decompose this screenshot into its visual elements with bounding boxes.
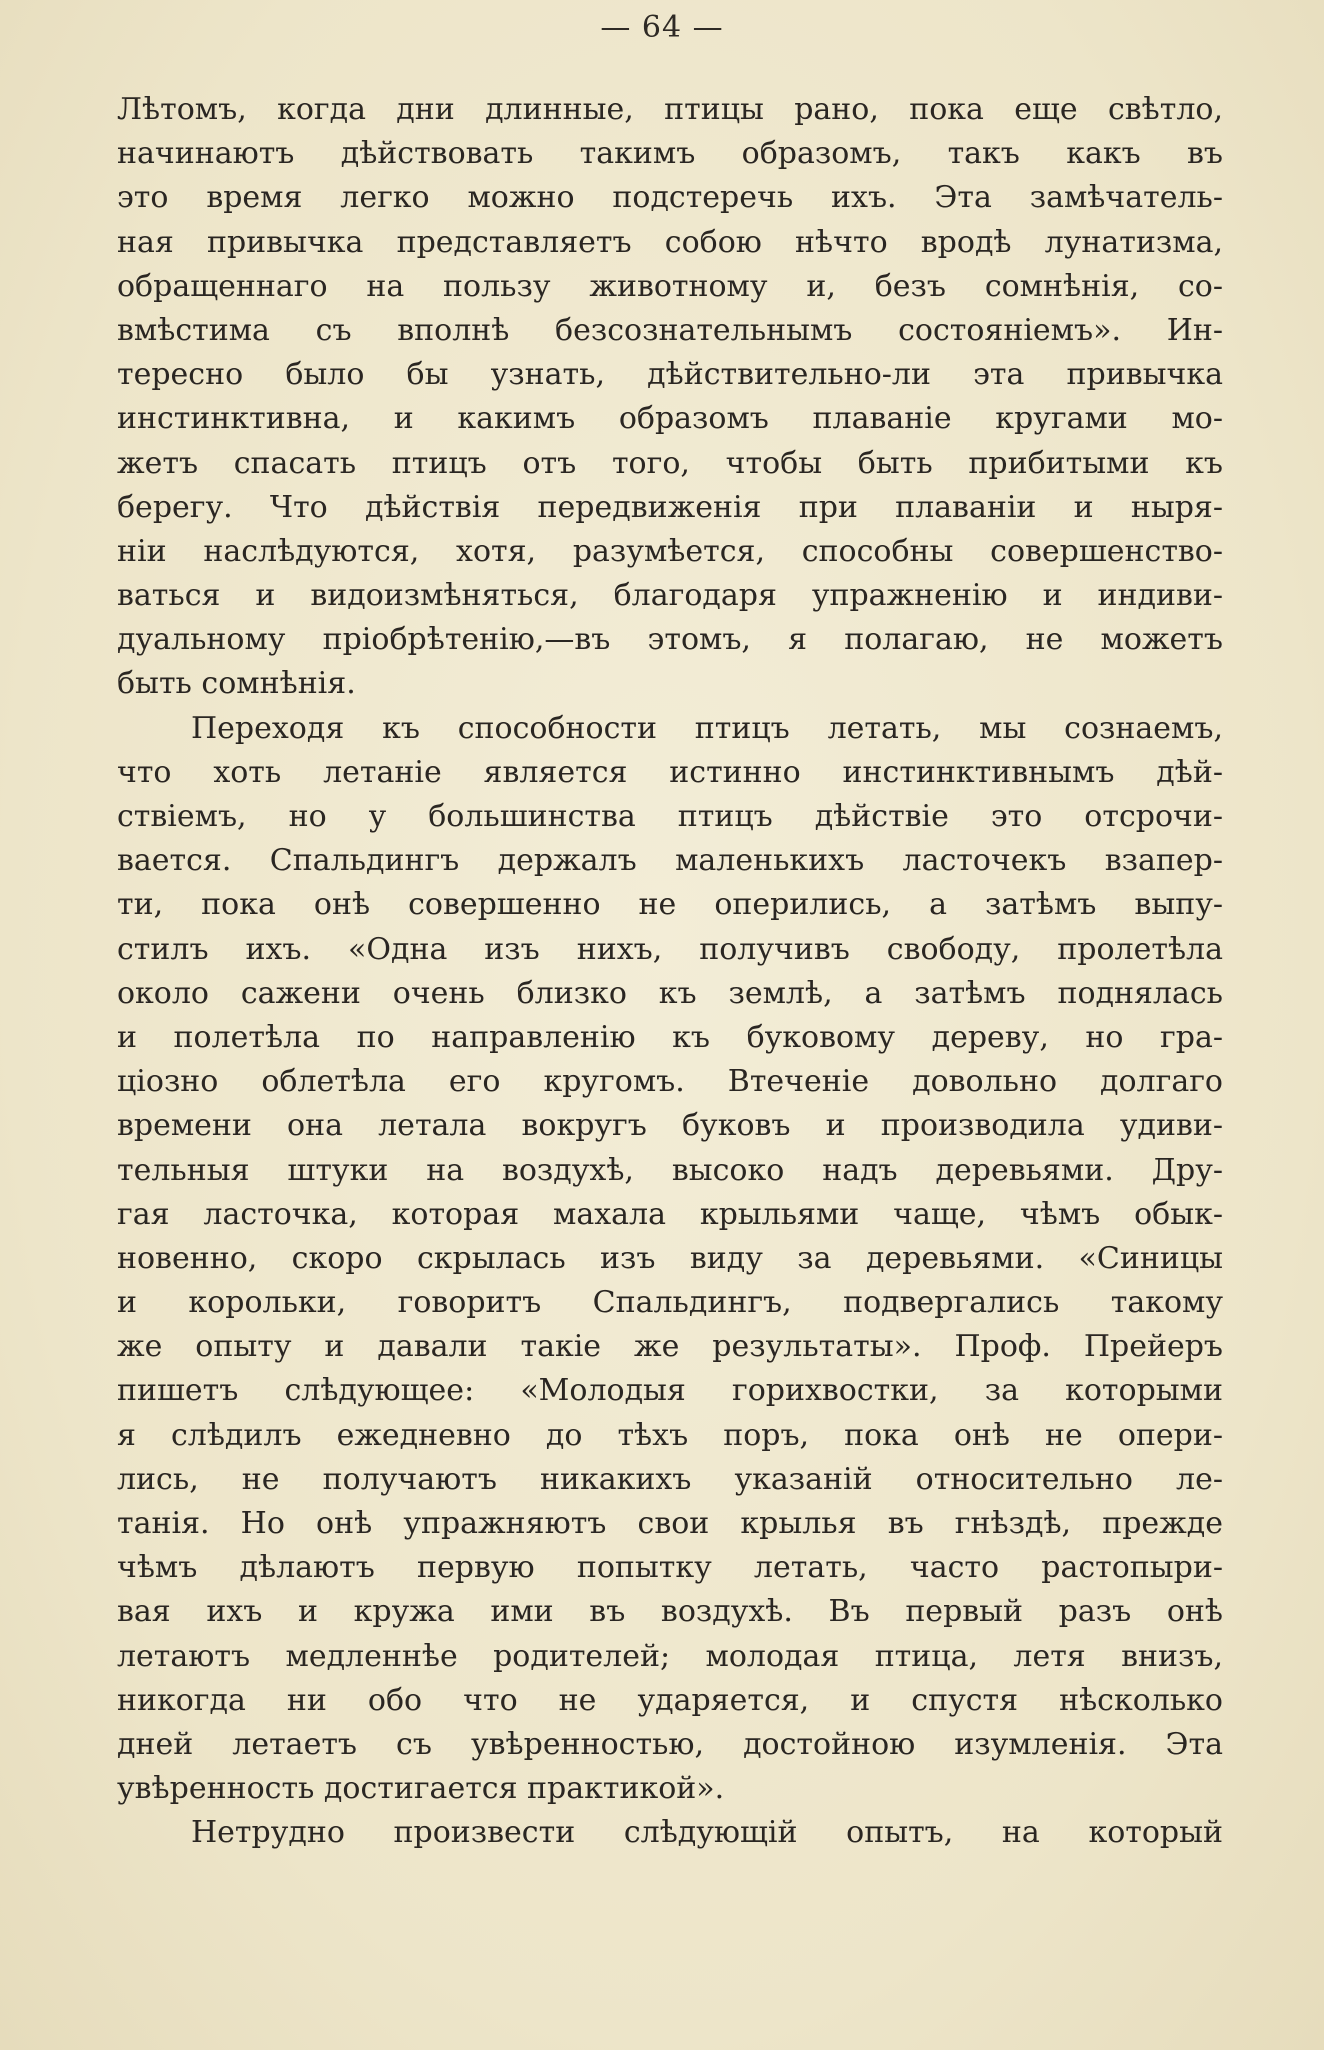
- text-line: инстинктивна, и какимъ образомъ плаваніе кругами мо-: [117, 401, 1223, 437]
- text-line: обращеннаго на пользу животному и, безъ сомнѣнія, со-: [117, 268, 1223, 304]
- text-line: вается. Спальдингъ держалъ маленькихъ ласточекъ взапер-: [117, 843, 1223, 879]
- text-line: вмѣстима съ вполнѣ безсознательнымъ состояніемъ». Ин-: [117, 312, 1223, 348]
- text-line: лись, не получаютъ никакихъ указаній относительно ле-: [117, 1461, 1223, 1497]
- text-line: и полетѣла по направленію къ буковому дереву, но гра-: [117, 1019, 1223, 1055]
- text-line: берегу. Что дѣйствія передвиженія при плаваніи и ныря-: [117, 489, 1223, 525]
- text-line: ти, пока онѣ совершенно не оперились, а затѣмъ выпу-: [117, 887, 1223, 923]
- text-line: чѣмъ дѣлаютъ первую попытку летать, часто растопыри-: [117, 1550, 1223, 1586]
- text-line: Нетрудно произвести слѣдующій опытъ, на который: [191, 1815, 1223, 1851]
- body-text: [117, 88, 1223, 1856]
- text-line: ціозно облетѣла его кругомъ. Втеченіе довольно долгаго: [117, 1064, 1223, 1100]
- text-line: никогда ни обо что не ударяется, и спустя нѣсколько: [117, 1682, 1223, 1718]
- text-line: жетъ спасать птицъ отъ того, чтобы быть прибитыми къ: [117, 445, 1223, 481]
- text-line: тельныя штуки на воздухѣ, высоко надъ деревьями. Дру-: [117, 1152, 1223, 1188]
- text-line: стилъ ихъ. «Одна изъ нихъ, получивъ свободу, пролетѣла: [117, 931, 1223, 967]
- text-line: же опыту и давали такіе же результаты». Проф. Прейеръ: [117, 1329, 1223, 1365]
- text-line: и корольки, говоритъ Спальдингъ, подвергались такому: [117, 1285, 1223, 1321]
- text-line: Переходя къ способности птицъ летать, мы сознаемъ,: [191, 710, 1223, 746]
- text-line: летаютъ медленнѣе родителей; молодая птица, летя внизъ,: [117, 1638, 1223, 1674]
- paragraph: [117, 1811, 1223, 1855]
- text-line: вая ихъ и кружа ими въ воздухѣ. Въ первый разъ онѣ: [117, 1594, 1223, 1630]
- text-line: новенно, скоро скрылась изъ виду за деревьями. «Синицы: [117, 1240, 1223, 1276]
- text-line: что хоть летаніе является истинно инстинктивнымъ дѣй-: [117, 754, 1223, 790]
- text-line: ваться и видоизмѣняться, благодаря упражненію и индиви-: [117, 578, 1223, 614]
- text-line: быть сомнѣнія.: [117, 666, 356, 702]
- text-line: пишетъ слѣдующее: «Молодыя горихвостки, за которыми: [117, 1373, 1223, 1409]
- text-line: дуальному пріобрѣтенію,—въ этомъ, я полагаю, не можетъ: [117, 622, 1223, 658]
- text-line: ствіемъ, но у большинства птицъ дѣйствіе это отсрочи-: [117, 799, 1223, 834]
- paragraph: [117, 707, 1223, 1812]
- text-line: танія. Но онѣ упражняютъ свои крылья въ гнѣздѣ, прежде: [117, 1506, 1223, 1541]
- text-line: ная привычка представляетъ собою нѣчто вродѣ лунатизма,: [117, 224, 1223, 260]
- text-line: это время легко можно подстеречь ихъ. Эта замѣчатель-: [117, 180, 1223, 216]
- text-line: гая ласточка, которая махала крыльями чаще, чѣмъ обык-: [117, 1196, 1223, 1232]
- text-line: тересно было бы узнать, дѣйствительно-ли эта привычка: [117, 357, 1223, 393]
- text-line: увѣренность достигается практикой».: [117, 1771, 725, 1807]
- text-line: Лѣтомъ, когда дни длинные, птицы рано, пока еще свѣтло,: [117, 92, 1223, 127]
- text-line: дней летаетъ съ увѣренностью, достойною изумленія. Эта: [117, 1726, 1223, 1762]
- text-line: времени она летала вокругъ буковъ и производила удиви-: [117, 1108, 1223, 1144]
- text-line: начинаютъ дѣйствовать такимъ образомъ, такъ какъ въ: [117, 136, 1223, 172]
- text-line: около сажени очень близко къ землѣ, а затѣмъ поднялась: [117, 975, 1223, 1011]
- paragraph: [117, 88, 1223, 707]
- text-line: ніи наслѣдуются, хотя, разумѣется, способны совершенство-: [117, 533, 1223, 569]
- text-line: я слѣдилъ ежедневно до тѣхъ поръ, пока онѣ не опери-: [117, 1417, 1223, 1453]
- page-number: — 64 —: [600, 10, 724, 45]
